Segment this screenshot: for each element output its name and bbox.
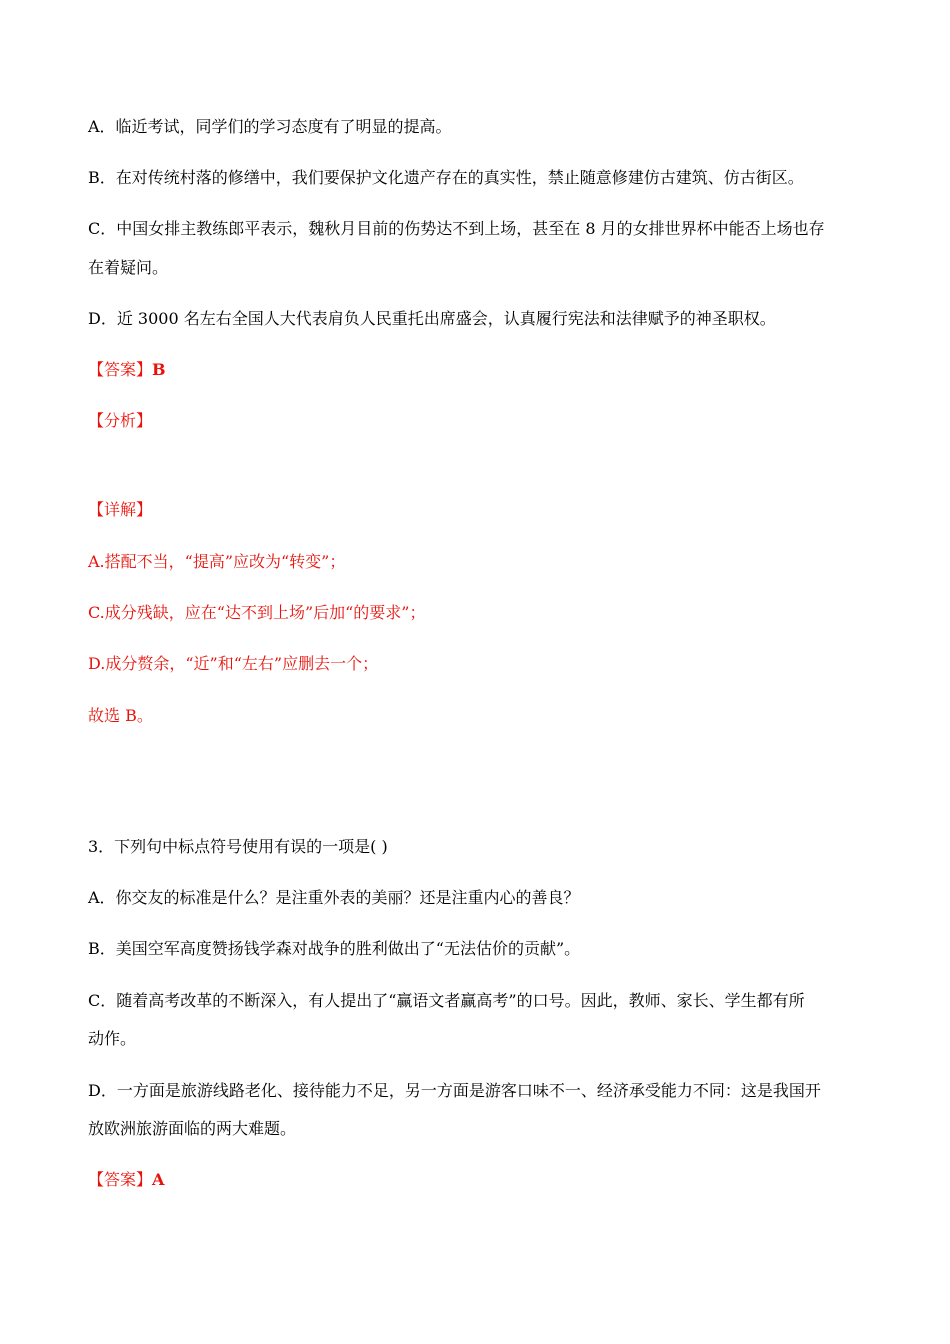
q2-option-c-line1: C．中国女排主教练郎平表示，魏秋月目前的伤势达不到上场，甚至在 8 月的女排世界杯中能否上场也存: [88, 219, 825, 238]
answer-value: B: [152, 360, 166, 379]
q2-option-d: D．近 3000 名左右全国人大代表肩负人民重托出席盛会，认真履行宪法和法律赋予的神圣职权。: [88, 309, 776, 328]
answer-label: 【答案】: [88, 360, 153, 379]
answer-label: 【答案】: [88, 1170, 153, 1189]
q2-detail-line: 故选 B。: [88, 706, 153, 725]
q2-detail-line: D.成分赘余，“近”和“左右”应删去一个；: [88, 654, 379, 673]
q3-option-c-line2: 动作。: [88, 1029, 137, 1048]
q3-answer: [88, 1169, 164, 1191]
q2-option-c-line2: 在着疑问。: [88, 258, 169, 277]
q2-option-a: A．临近考试，同学们的学习态度有了明显的提高。: [88, 117, 452, 136]
q2-detail-label: 【详解】: [88, 500, 153, 519]
q2-detail-line: C.成分残缺，应在“达不到上场”后加“的要求”；: [88, 603, 426, 622]
q3-option-d-line2: 放欧洲旅游面临的两大难题。: [88, 1119, 297, 1138]
answer-value: A: [152, 1170, 165, 1189]
q3-option-d-line1: D．一方面是旅游线路老化、接待能力不足，另一方面是游客口味不一、经济承受能力不同：这是我国开: [88, 1081, 821, 1100]
q2-analysis-label: 【分析】: [88, 411, 153, 430]
q3-option-a: A．你交友的标准是什么？是注重外表的美丽？还是注重内心的善良？: [88, 888, 580, 907]
q2-answer: [88, 359, 166, 381]
q3-option-c-line1: C．随着高考改革的不断深入，有人提出了“赢语文者赢高考”的口号。因此，教师、家长、学生都有所: [88, 991, 805, 1010]
q2-option-b: B．在对传统村落的修缮中，我们要保护文化遗产存在的真实性，禁止随意修建仿古建筑、仿古街区。: [88, 168, 804, 187]
q2-detail-line: A.搭配不当，“提高”应改为“转变”；: [88, 552, 346, 571]
q3-option-b: B．美国空军高度赞扬钱学森对战争的胜利做出了“无法估价的贡献”。: [88, 939, 581, 958]
q3-stem: 3．下列句中标点符号使用有误的一项是( ): [88, 837, 388, 856]
